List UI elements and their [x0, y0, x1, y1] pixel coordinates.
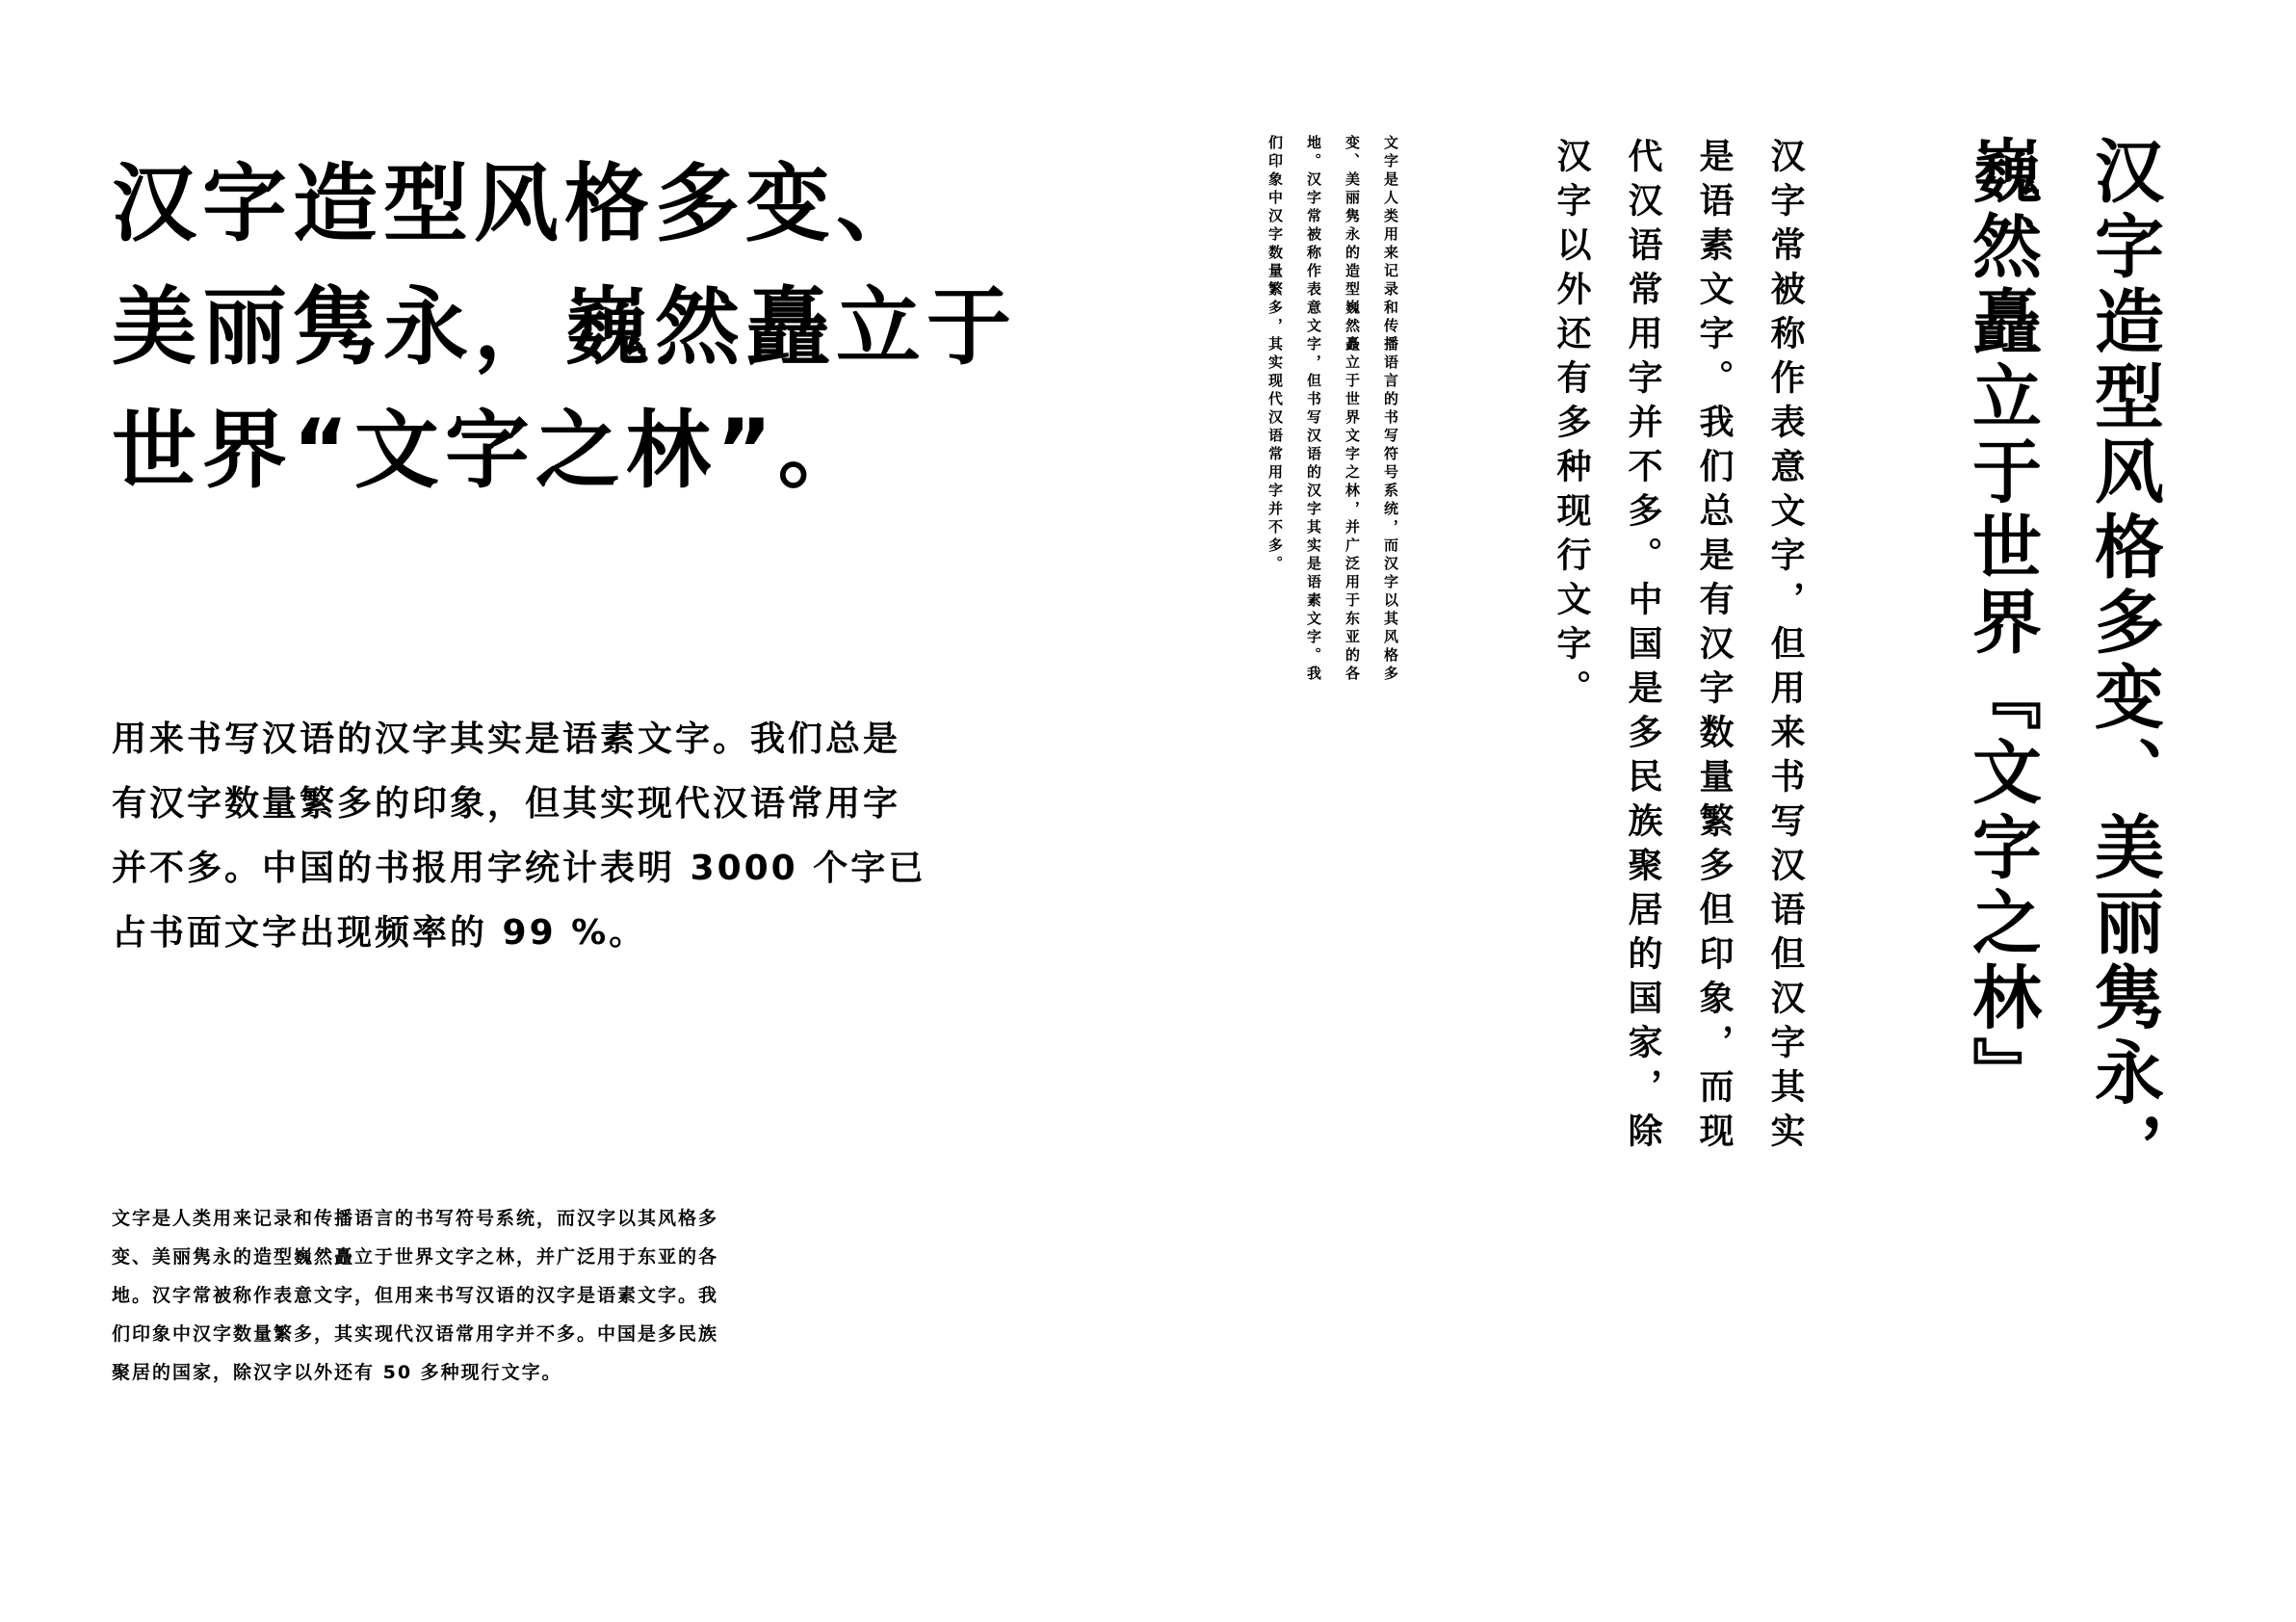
body-column: 汉字常被称作表意文字，但用来书写汉语但汉字其实 — [1765, 138, 1805, 1157]
small-line: 文字是人类用来记录和传播语言的书写符号系统，而汉字以其风格多 — [112, 1208, 719, 1229]
headline-column: 汉字造型风格多变、美丽隽永， — [2083, 135, 2164, 1187]
small-column: 变、美丽隽永的造型巍然矗立于世界文字之林，并广泛用于东亚的各 — [1344, 135, 1361, 684]
headline-column: 巍然矗立于世界『文字之林』 — [1961, 135, 2042, 1112]
body-line: 并不多。中国的书报用字统计表明 3000 个字已 — [112, 849, 926, 888]
body-line: 占书面文字出现频率的 99 %。 — [112, 913, 647, 953]
small-column: 地。汉字常被称作表意文字，但书写汉语的汉字其实是语素文字。我 — [1305, 135, 1322, 684]
headline-line: 汉字造型风格多变、 — [112, 154, 927, 253]
small-line: 们印象中汉字数量繁多，其实现代汉语常用字并不多。中国是多民族 — [112, 1323, 719, 1345]
vertical-small-paragraph — [1256, 135, 1410, 684]
vertical-body-paragraph — [1535, 138, 1820, 1157]
small-line: 变、美丽隽永的造型巍然矗立于世界文字之林，并广泛用于东亚的各 — [112, 1246, 719, 1268]
horizontal-headline — [112, 143, 1017, 512]
vertical-headline — [1940, 135, 2184, 1187]
body-line: 用来书写汉语的汉字其实是语素文字。我们总是 — [112, 719, 901, 759]
body-line: 有汉字数量繁多的印象，但其实现代汉语常用字 — [112, 784, 901, 824]
horizontal-body-paragraph — [112, 707, 926, 965]
small-line: 聚居的国家，除汉字以外还有 50 多种现行文字。 — [112, 1362, 562, 1383]
body-column: 汉字以外还有多种现行文字。 — [1552, 138, 1591, 714]
body-column: 是语素文字。我们总是有汉字数量繁多但印象，而现 — [1694, 138, 1734, 1157]
headline-line: 美丽隽永，巍然矗立于 — [112, 277, 1018, 377]
small-line: 地。汉字常被称作表意文字，但用来书写汉语的汉字是语素文字。我 — [112, 1285, 719, 1306]
body-column: 代汉语常用字并不多。中国是多民族聚居的国家，除 — [1623, 138, 1662, 1157]
small-column: 文字是人类用来记录和传播语言的书写符号系统，而汉字以其风格多 — [1382, 135, 1399, 684]
small-column: 们印象中汉字数量繁多，其实现代汉语常用字并不多。 — [1266, 135, 1284, 574]
headline-line: 世界“文字之林”。 — [112, 401, 869, 500]
horizontal-small-paragraph — [112, 1199, 718, 1392]
